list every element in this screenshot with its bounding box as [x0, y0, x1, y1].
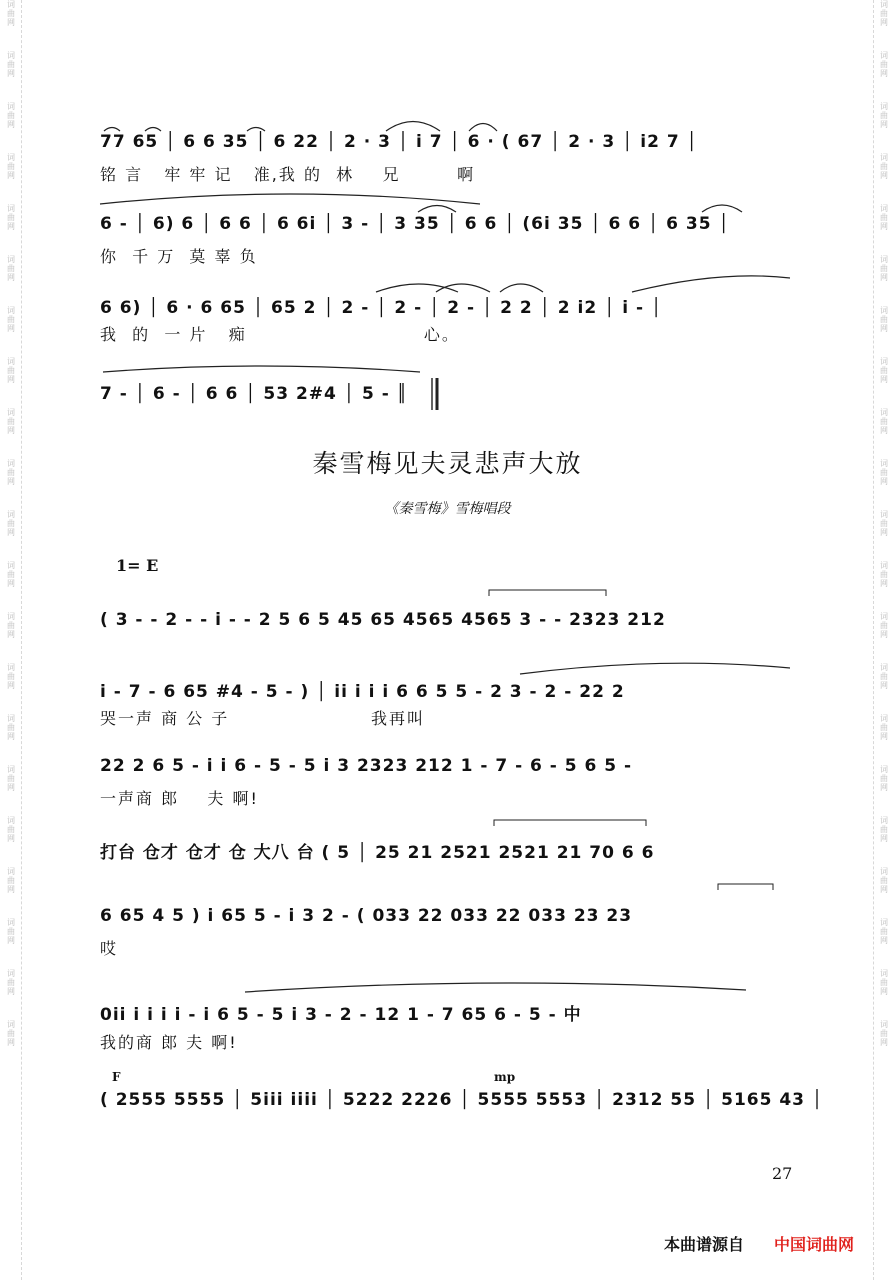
- watermark-text: 词 曲 网: [7, 459, 15, 486]
- watermark-text: 词 曲 网: [880, 459, 888, 486]
- page-number: 27: [772, 1164, 793, 1183]
- watermark-text: 词 曲 网: [7, 102, 15, 129]
- watermark-text: 词 曲 网: [880, 102, 888, 129]
- watermark-text: 词 曲 网: [880, 714, 888, 741]
- watermark-text: 词 曲 网: [7, 255, 15, 282]
- watermark-text: 词 曲 网: [7, 561, 15, 588]
- watermark-text: 词 曲 网: [7, 918, 15, 945]
- score-b-line-2: i - 7 - 6 65 #4 - 5 - ) │ ii i i i 6 6 5 5 - 2 3 - 2 - 22 2: [100, 682, 625, 702]
- watermark-text: 词 曲 网: [7, 612, 15, 639]
- song-subtitle: 《秦雪梅》雪梅唱段: [384, 501, 511, 517]
- footer-source-link[interactable]: 中国词曲网: [774, 1235, 855, 1254]
- watermark-text: 词 曲 网: [880, 1020, 888, 1047]
- watermark-text: 词 曲 网: [880, 969, 888, 996]
- watermark-text: 词 曲 网: [7, 714, 15, 741]
- song-title: 秦雪梅见夫灵悲声大放: [312, 449, 583, 478]
- watermark-text: 词 曲 网: [7, 765, 15, 792]
- score-b-line-4: 打台 仓才 仓才 仓 大八 台 ( 5 │ 25 21 2521 2521 21 70 6 6: [100, 843, 655, 863]
- watermark-text: 词 曲 网: [7, 204, 15, 231]
- score-b-line-1: ( 3 - - 2 - - i - - 2 5 6 5 45 65 4565 4565 3 - - 2323 212: [100, 610, 666, 630]
- watermark-text: 词 曲 网: [7, 969, 15, 996]
- dynamic-mark-mp: mp: [494, 1070, 516, 1084]
- key-signature: 1= E: [116, 556, 159, 575]
- watermark-text: 词 曲 网: [880, 612, 888, 639]
- score-a-line-3: 6 6) │ 6 · 6 65 │ 65 2 │ 2 - │ 2 - │ 2 - │ 2 2 │ 2 i2 │ i - │: [100, 298, 663, 318]
- watermark-text: 词 曲 网: [880, 765, 888, 792]
- watermark-text: 词 曲 网: [880, 255, 888, 282]
- watermark-text: 词 曲 网: [7, 663, 15, 690]
- score-a-line-4: 7 - │ 6 - │ 6 6 │ 53 2#4 │ 5 - ║: [100, 384, 408, 404]
- watermark-text: 词 曲 网: [7, 408, 15, 435]
- watermark-text: 词 曲 网: [880, 204, 888, 231]
- watermark-text: 词 曲 网: [7, 306, 15, 333]
- score-a-lyrics-1: 铭 言 牢 牢 记 准,我 的 林 兄 啊: [100, 165, 476, 184]
- watermark-text: 词 曲 网: [880, 153, 888, 180]
- watermark-text: 词 曲 网: [880, 663, 888, 690]
- score-b-line-3: 22 2 6 5 - i i 6 - 5 - 5 i 3 2323 212 1 - 7 - 6 - 5 6 5 -: [100, 756, 633, 776]
- watermark-text: 词 曲 网: [880, 816, 888, 843]
- score-a-line-2: 6 - │ 6) 6 │ 6 6 │ 6 6i │ 3 - │ 3 35 │ 6 6 │ (6i 35 │ 6 6 │ 6 35 │: [100, 214, 730, 234]
- score-a-lyrics-3: 我 的 一 片 痴 心。: [100, 325, 460, 344]
- watermark-text: 词 曲 网: [880, 357, 888, 384]
- score-b-line-5: 6 65 4 5 ) i 65 5 - i 3 2 - ( 033 22 033 22 033 23 23: [100, 906, 633, 926]
- score-b-lyrics-6: 我的商 郎 夫 啊!: [100, 1033, 238, 1052]
- score-a-line-1: 77 65 │ 6 6 35 │ 6 22 │ 2 · 3 │ i 7 │ 6 · ( 67 │ 2 · 3 │ i2 7 │: [100, 132, 698, 152]
- watermark-text: 词 曲 网: [880, 0, 888, 27]
- watermark-text: 词 曲 网: [7, 510, 15, 537]
- watermark-text: 词 曲 网: [880, 51, 888, 78]
- score-b-lyrics-3: 一声商 郎 夫 啊!: [100, 789, 259, 808]
- dynamic-mark-f: F: [112, 1070, 121, 1084]
- score-b-lyrics-5: 哎: [100, 939, 119, 958]
- watermark-text: 词 曲 网: [7, 153, 15, 180]
- watermark-text: 词 曲 网: [880, 306, 888, 333]
- watermark-text: 词 曲 网: [880, 510, 888, 537]
- watermark-text: 词 曲 网: [880, 918, 888, 945]
- watermark-text: 词 曲 网: [880, 561, 888, 588]
- watermark-text: 词 曲 网: [880, 867, 888, 894]
- footer-source-label: 本曲谱源自: [664, 1235, 745, 1254]
- watermark-text: 词 曲 网: [7, 867, 15, 894]
- score-b-lyrics-2: 哭一声 商 公 子 我再叫: [100, 709, 425, 728]
- watermark-text: 词 曲 网: [7, 816, 15, 843]
- watermark-text: 词 曲 网: [7, 51, 15, 78]
- watermark-text: 词 曲 网: [7, 357, 15, 384]
- watermark-text: 词 曲 网: [7, 0, 15, 27]
- watermark-text: 词 曲 网: [7, 1020, 15, 1047]
- score-a-lyrics-2: 你 千 万 莫 辜 负: [100, 247, 258, 266]
- watermark-text: 词 曲 网: [880, 408, 888, 435]
- score-b-line-7: ( 2555 5555 │ 5iii iiii │ 5222 2226 │ 5555 5553 │ 2312 55 │ 5165 43 │: [100, 1090, 824, 1110]
- score-b-line-6: 0ii i i i i - i 6 5 - 5 i 3 - 2 - 12 1 - 7 65 6 - 5 - 中: [100, 1005, 582, 1025]
